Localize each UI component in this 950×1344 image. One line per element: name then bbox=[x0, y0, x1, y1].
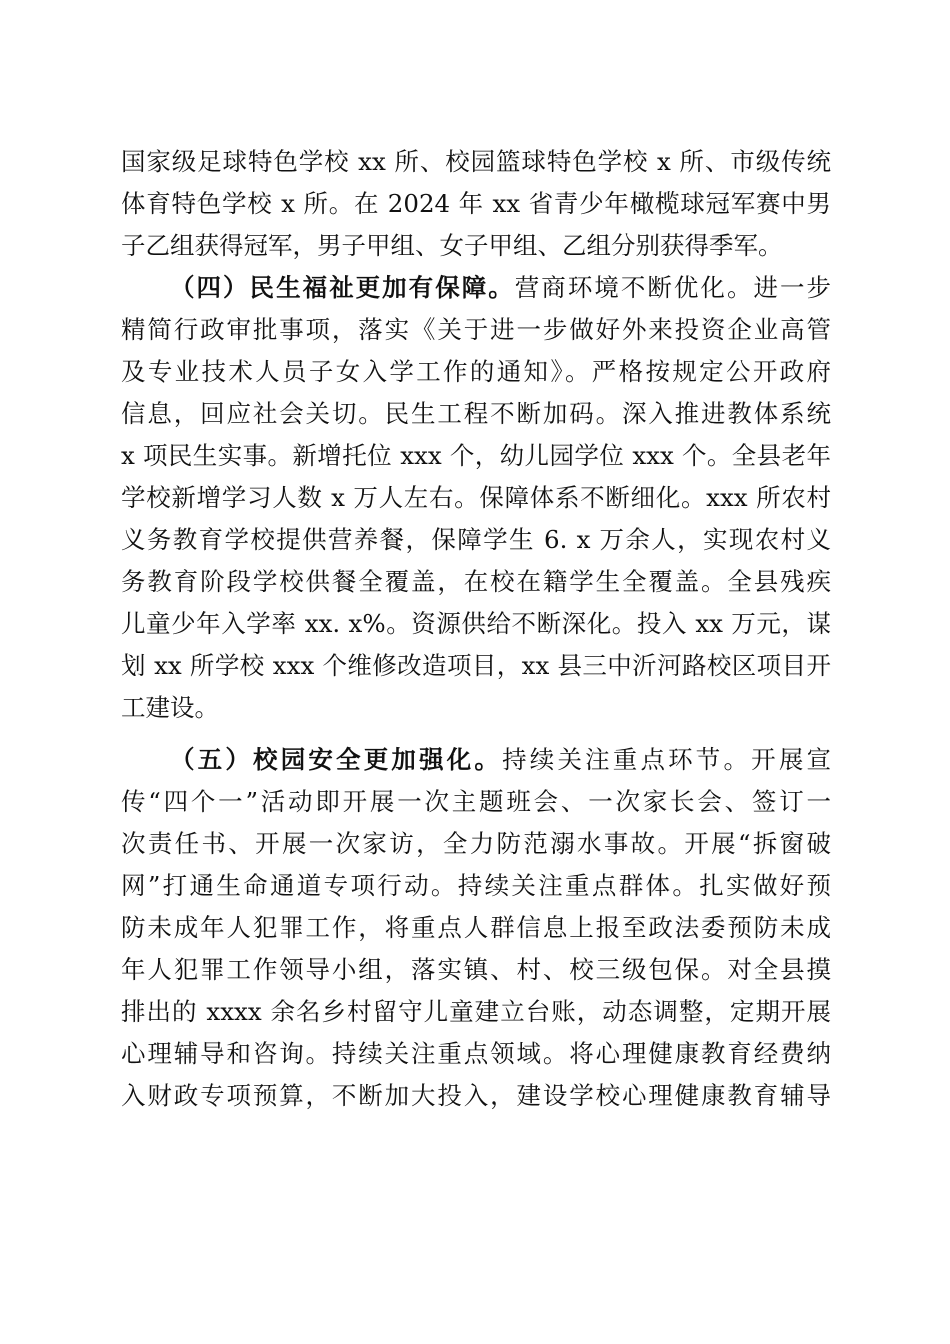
text-line: 体育特色学校 x 所。在 2024 年 xx 省青少年橄榄球冠军赛中男 bbox=[121, 189, 831, 218]
section-heading-5: （五）校园安全更加强化。 bbox=[170, 745, 503, 774]
text-line: 儿童少年入学率 xx. x%。资源供给不断深化。投入 xx 万元，谋 bbox=[121, 609, 831, 638]
paragraph-first-line bbox=[170, 268, 831, 308]
text-line: 及专业技术人员子女入学工作的通知》。严格按规定公开政府 bbox=[121, 357, 831, 386]
text-line: x 项民生实事。新增托位 xxx 个，幼儿园学位 xxx 个。全县老年 bbox=[121, 441, 831, 470]
text-line: 次责任书、开展一次家访，全力防范溺水事故。开展“拆窗破 bbox=[121, 829, 831, 858]
text-line: 信息，回应社会关切。民生工程不断加码。深入推进教体系统 bbox=[121, 399, 831, 428]
section-heading-4: （四）民生福祉更加有保障。 bbox=[170, 273, 515, 302]
text-line: 子乙组获得冠军，男子甲组、女子甲组、乙组分别获得季军。 bbox=[121, 231, 783, 260]
text-line: 年人犯罪工作领导小组，落实镇、村、校三级包保。对全县摸 bbox=[121, 955, 831, 984]
text-line: 精简行政审批事项，落实《关于进一步做好外来投资企业高管 bbox=[121, 315, 831, 344]
text-line: 心理辅导和咨询。持续关注重点领域。将心理健康教育经费纳 bbox=[121, 1039, 831, 1068]
text-line: 学校新增学习人数 x 万人左右。保障体系不断细化。xxx 所农村 bbox=[121, 483, 831, 512]
text-line: 排出的 xxxx 余名乡村留守儿童建立台账，动态调整，定期开展 bbox=[121, 997, 831, 1026]
text-line: 入财政专项预算，不断加大投入，建设学校心理健康教育辅导 bbox=[121, 1081, 831, 1110]
text-line: 网”打通生命通道专项行动。持续关注重点群体。扎实做好预 bbox=[121, 871, 831, 900]
text-segment: 营商环境不断优化。进一步 bbox=[514, 273, 832, 302]
text-line: 划 xx 所学校 xxx 个维修改造项目，xx 县三中沂河路校区项目开 bbox=[121, 651, 831, 680]
text-line: 务教育阶段学校供餐全覆盖，在校在籍学生全覆盖。全县残疾 bbox=[121, 567, 831, 596]
text-line: 工建设。 bbox=[121, 693, 219, 722]
text-segment: 持续关注重点环节。开展宣 bbox=[502, 745, 832, 774]
text-line: 国家级足球特色学校 xx 所、校园篮球特色学校 x 所、市级传统 bbox=[121, 147, 831, 176]
text-line: 防未成年人犯罪工作，将重点人群信息上报至政法委预防未成 bbox=[121, 913, 831, 942]
paragraph-first-line bbox=[170, 740, 831, 780]
text-line: 义务教育学校提供营养餐，保障学生 6. x 万余人，实现农村义 bbox=[121, 525, 831, 554]
text-line: 传“四个一”活动即开展一次主题班会、一次家长会、签订一 bbox=[121, 787, 831, 816]
